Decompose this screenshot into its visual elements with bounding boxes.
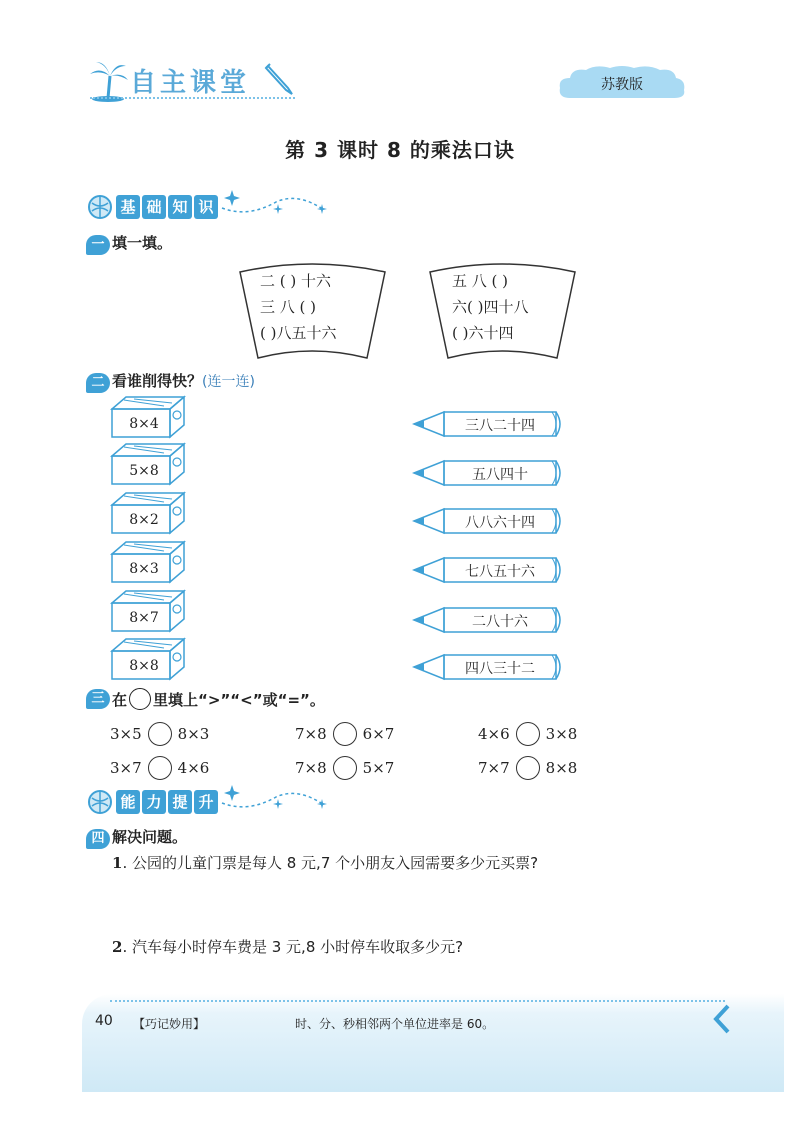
fan-line: 五 八 ( ) (452, 272, 509, 290)
chevron-left-icon (712, 1004, 732, 1034)
page-title: 第 3 课时 8 的乘法口诀 (285, 138, 515, 162)
pencil-phrase: 五八四十 (472, 467, 528, 483)
fan-line: 六( )四十八 (452, 298, 529, 316)
problem-text: . 汽车每小时停车费是 3 元,8 小时停车收取多少元? (122, 938, 464, 956)
answer-circle[interactable] (516, 756, 540, 780)
right-expression: 3×8 (545, 725, 578, 743)
part-1-heading (86, 232, 172, 255)
pencil-phrase: 八八六十四 (465, 515, 535, 531)
banner-char: 力 (142, 790, 166, 814)
banner-char: 知 (168, 195, 192, 219)
pencil-phrase: 二八十六 (472, 614, 528, 630)
comparison-item (478, 756, 577, 780)
problem-1 (112, 852, 538, 873)
right-expression: 8×8 (545, 759, 578, 777)
box-expression: 8×3 (129, 561, 159, 577)
box-expression: 8×8 (129, 658, 159, 674)
banner-char: 基 (116, 195, 140, 219)
answer-circle[interactable] (516, 722, 540, 746)
banner-char: 础 (142, 195, 166, 219)
part-number: 三 (86, 689, 110, 709)
part-number: 二 (86, 373, 110, 393)
section-banner-ability (116, 790, 220, 814)
left-expression: 7×7 (478, 759, 510, 777)
footer-divider (110, 1000, 725, 1002)
part-3-heading (86, 688, 325, 710)
right-expression: 4×6 (177, 759, 210, 777)
problem-text: . 公园的儿童门票是每人 8 元,7 个小朋友入园需要多少元买票? (122, 854, 539, 872)
left-expression: 7×8 (295, 759, 327, 777)
left-expression: 3×7 (110, 759, 142, 777)
answer-circle[interactable] (333, 722, 357, 746)
right-expression: 8×3 (177, 725, 210, 743)
banner-char: 识 (194, 195, 218, 219)
problem-2 (112, 936, 463, 957)
problem-number: 2 (112, 938, 123, 956)
section-banner-basic (116, 195, 220, 219)
comparison-item (295, 756, 394, 780)
part-number: 一 (86, 235, 110, 255)
part-label: 解决问题。 (112, 828, 188, 846)
box-expression: 5×8 (129, 463, 159, 479)
part-label-pre: 在 (112, 690, 128, 709)
answer-circle[interactable] (148, 722, 172, 746)
globe-icon (86, 193, 114, 221)
pencil-phrase: 三八二十四 (465, 418, 535, 434)
pencil-icon (262, 60, 296, 96)
comparison-item (110, 722, 209, 746)
fan-line: 三 八 ( ) (260, 298, 317, 316)
banner-char: 能 (116, 790, 140, 814)
part-2-heading (86, 370, 255, 393)
banner-char: 升 (194, 790, 218, 814)
left-expression: 4×6 (478, 725, 510, 743)
right-expression: 5×7 (362, 759, 395, 777)
comparison-item (478, 722, 577, 746)
problem-number: 1 (112, 854, 123, 872)
answer-circle[interactable] (148, 756, 172, 780)
left-expression: 7×8 (295, 725, 327, 743)
fan-line: ( )八五十六 (260, 324, 337, 342)
box-expression: 8×7 (129, 610, 159, 626)
part-label-post: 里填上“>”“<”或“=”。 (153, 690, 325, 709)
box-expression: 8×4 (129, 416, 159, 432)
circle-icon (129, 688, 151, 710)
pencil-phrase: 七八五十六 (465, 564, 535, 580)
part-sublabel: (连一连) (202, 374, 255, 390)
fan-line: 二 ( ) 十六 (260, 272, 332, 290)
right-expression: 6×7 (362, 725, 395, 743)
brand-title: 自主课堂 (130, 68, 251, 98)
left-expression: 3×5 (110, 725, 142, 743)
part-label: 填一填。 (112, 234, 173, 252)
header-divider (90, 97, 295, 99)
fan-right-lines (452, 268, 528, 346)
comparison-item (110, 756, 209, 780)
edition-label: 苏教版 (601, 77, 643, 93)
sparkle-trail-icon (218, 186, 338, 220)
page-number: 40 (95, 1013, 113, 1029)
pencil-phrase: 四八三十二 (465, 661, 535, 677)
part-4-heading (86, 826, 187, 849)
part-label: 看谁削得快？ (112, 372, 203, 390)
palm-tree-icon (86, 58, 130, 102)
tip-label: 【巧记妙用】 (133, 1017, 206, 1031)
sparkle-trail-icon (218, 781, 338, 815)
fan-line: ( )六十四 (452, 324, 514, 342)
fan-left-lines (260, 268, 336, 346)
box-expression: 8×2 (129, 512, 159, 528)
comparison-item (295, 722, 394, 746)
globe-icon (86, 788, 114, 816)
part-number: 四 (86, 829, 110, 849)
answer-circle[interactable] (333, 756, 357, 780)
banner-char: 提 (168, 790, 192, 814)
tip-text: 时、分、秒相邻两个单位进率是 60。 (295, 1017, 495, 1031)
footer-band (82, 994, 784, 1092)
